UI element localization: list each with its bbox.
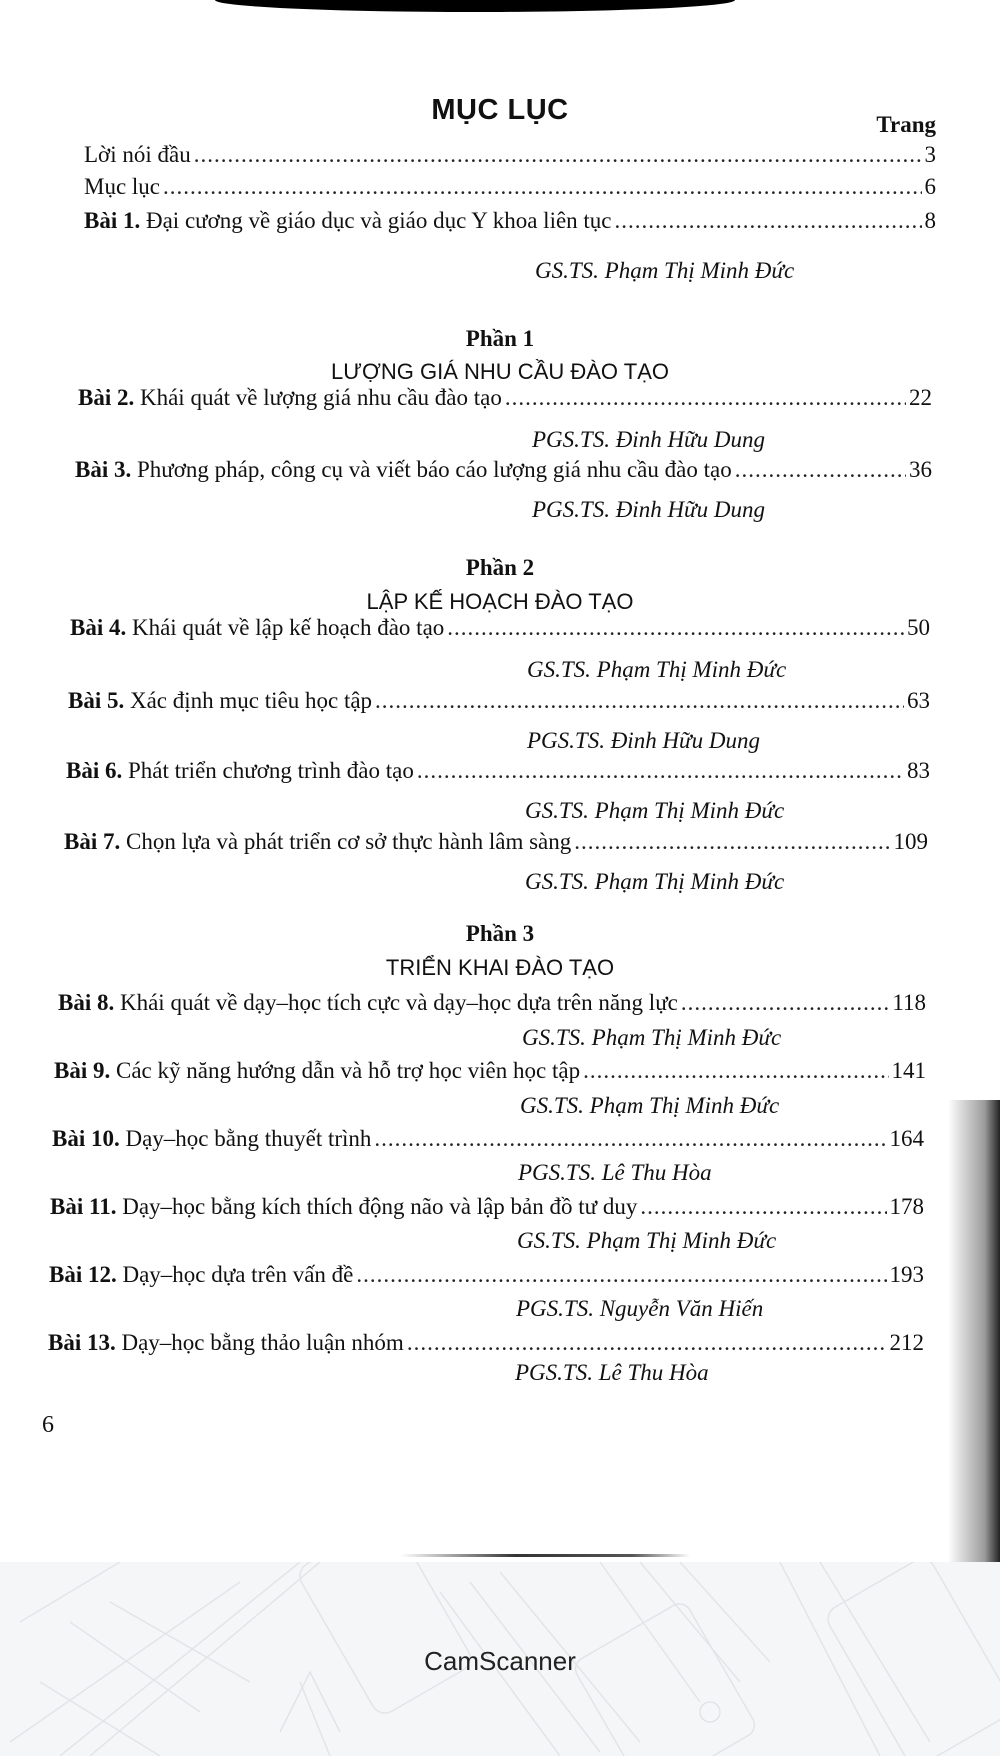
lesson-number: Bài 5. (68, 688, 125, 713)
leader-dots (615, 208, 922, 234)
lesson-number: Bài 2. (78, 385, 135, 410)
entry-author: GS.TS. Phạm Thị Minh Đức (522, 1025, 782, 1050)
toc-entry (84, 142, 936, 168)
scan-edge-line (400, 1554, 690, 1557)
leader-dots (583, 1058, 888, 1084)
entry-label: Phương pháp, công cụ và viết báo cáo lượng giá nhu cầu đào tạo (136, 457, 732, 482)
leader-dots (447, 615, 904, 641)
lesson-number: Bài 10. (52, 1126, 120, 1151)
entry-author: PGS.TS. Đinh Hữu Dung (532, 427, 765, 452)
leader-dots (735, 457, 906, 483)
entry-author: PGS.TS. Lê Thu Hòa (515, 1360, 709, 1385)
scan-shadow (215, 0, 735, 12)
entry-label: Khái quát về lượng giá nhu cầu đào tạo (139, 385, 502, 410)
leader-dots (163, 174, 921, 200)
entry-page: 178 (889, 1194, 924, 1219)
leader-dots (356, 1262, 886, 1288)
entry-author: PGS.TS. Đinh Hữu Dung (532, 497, 765, 522)
lesson-number: Bài 1. (84, 208, 141, 233)
entry-author: GS.TS. Phạm Thị Minh Đức (535, 258, 795, 283)
entry-author: GS.TS. Phạm Thị Minh Đức (520, 1093, 780, 1118)
entry-label: Chọn lựa và phát triển cơ sở thực hành lâm sàng (125, 829, 572, 854)
entry-label: Lời nói đầu (84, 142, 191, 167)
entry-page: 193 (889, 1262, 924, 1287)
toc-entry (52, 1126, 924, 1152)
leader-dots (640, 1194, 886, 1220)
camscanner-footer (0, 1562, 1000, 1756)
toc-entry (68, 688, 930, 714)
entry-label: Dạy–học bằng thảo luận nhóm (121, 1330, 404, 1355)
entry-page: 22 (909, 385, 932, 410)
lesson-number: Bài 11. (50, 1194, 117, 1219)
page-number: 6 (42, 1412, 54, 1438)
lesson-number: Bài 3. (75, 457, 132, 482)
leader-dots (375, 688, 904, 714)
entry-page: 3 (924, 142, 936, 167)
entry-author: PGS.TS. Đinh Hữu Dung (527, 728, 760, 753)
camscanner-brand: CamScanner (424, 1646, 576, 1676)
lesson-number: Bài 9. (54, 1058, 111, 1083)
entry-page: 141 (891, 1058, 926, 1083)
entry-label: Khái quát về lập kế hoạch đào tạo (131, 615, 445, 640)
lesson-number: Bài 7. (64, 829, 121, 854)
entry-page: 36 (909, 457, 932, 482)
entry-label: Các kỹ năng hướng dẫn và hỗ trợ học viên học tập (115, 1058, 581, 1083)
entry-page: 164 (889, 1126, 924, 1151)
entry-author: GS.TS. Phạm Thị Minh Đức (517, 1228, 777, 1253)
toc-entry (64, 829, 928, 855)
entry-page: 118 (892, 990, 926, 1015)
leader-dots (574, 829, 890, 855)
part-title: TRIỂN KHAI ĐÀO TẠO (385, 955, 615, 980)
entry-page: 63 (907, 688, 930, 713)
toc-title: MỤC LỤC (431, 94, 569, 126)
leader-dots (505, 385, 906, 411)
part-heading: Phần 2 (465, 555, 535, 580)
entry-label: Đại cương về giáo dục và giáo dục Y khoa liên tục (145, 208, 612, 233)
toc-entry (78, 385, 932, 411)
entry-page: 212 (889, 1330, 924, 1355)
part-title: LƯỢNG GIÁ NHU CẦU ĐÀO TẠO (331, 359, 669, 384)
toc-entry (84, 174, 936, 200)
part-title: LẬP KẾ HOẠCH ĐÀO TẠO (366, 589, 634, 614)
entry-page: 109 (893, 829, 928, 854)
part-heading: Phần 1 (465, 326, 535, 351)
toc-entry (58, 990, 926, 1016)
leader-dots (194, 142, 922, 168)
entry-page: 8 (924, 208, 936, 233)
entry-label: Dạy–học bằng thuyết trình (125, 1126, 372, 1151)
entry-page: 83 (907, 758, 930, 783)
lesson-number: Bài 6. (66, 758, 123, 783)
entry-page: 50 (907, 615, 930, 640)
lesson-number: Bài 8. (58, 990, 115, 1015)
toc-entry (54, 1058, 926, 1084)
entry-label: Mục lục (84, 174, 161, 199)
toc-entry (48, 1330, 924, 1356)
part-heading: Phần 3 (465, 921, 535, 946)
leader-dots (374, 1126, 886, 1152)
page-edge-shadow (948, 1100, 1000, 1562)
lesson-number: Bài 12. (49, 1262, 117, 1287)
entry-author: PGS.TS. Nguyễn Văn Hiến (516, 1296, 764, 1321)
entry-label: Xác định mục tiêu học tập (129, 688, 373, 713)
page-column-label: Trang (876, 112, 936, 137)
leader-dots (681, 990, 889, 1016)
lesson-number: Bài 4. (70, 615, 127, 640)
entry-label: Khái quát về dạy–học tích cực và dạy–học dựa trên năng lực (119, 990, 678, 1015)
entry-label: Phát triển chương trình đào tạo (127, 758, 414, 783)
entry-page: 6 (924, 174, 936, 199)
entry-label: Dạy–học dựa trên vấn đề (122, 1262, 354, 1287)
entry-author: GS.TS. Phạm Thị Minh Đức (527, 657, 787, 682)
toc-entry (84, 208, 936, 234)
entry-label: Dạy–học bằng kích thích động não và lập bản đồ tư duy (122, 1194, 638, 1219)
leader-dots (407, 1330, 887, 1356)
lesson-number: Bài 13. (48, 1330, 116, 1355)
toc-entry (75, 457, 932, 483)
entry-author: GS.TS. Phạm Thị Minh Đức (525, 798, 785, 823)
toc-entry (49, 1262, 924, 1288)
leader-dots (417, 758, 904, 784)
toc-entry (50, 1194, 924, 1220)
toc-entry (66, 758, 930, 784)
entry-author: GS.TS. Phạm Thị Minh Đức (525, 869, 785, 894)
toc-entry (70, 615, 930, 641)
entry-author: PGS.TS. Lê Thu Hòa (518, 1160, 712, 1185)
